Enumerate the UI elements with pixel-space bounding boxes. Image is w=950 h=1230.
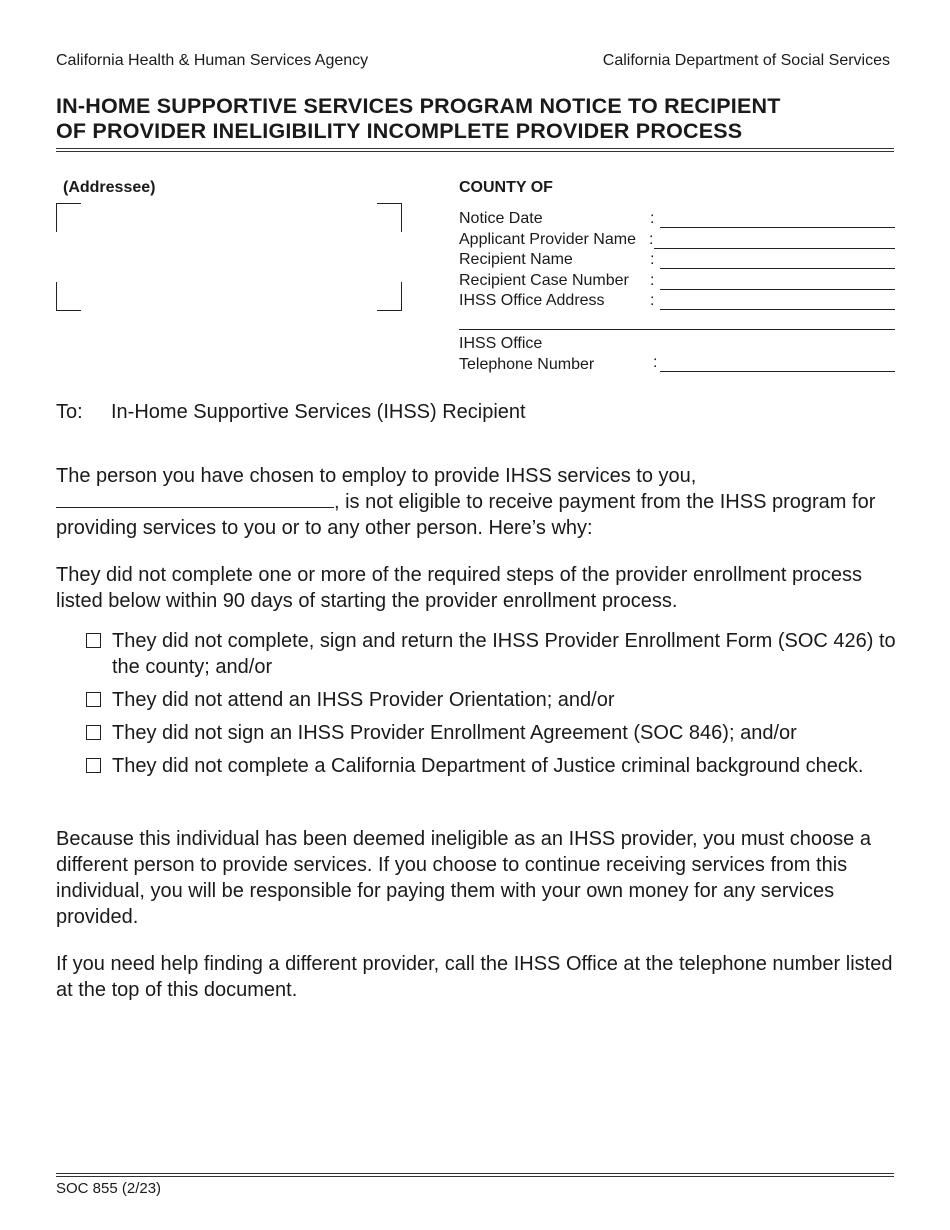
addressee-label: (Addressee) [63, 179, 156, 196]
address-window-corner-bottom-left [56, 282, 81, 311]
ihss-office-telephone-input[interactable] [660, 371, 895, 372]
county-label: COUNTY OF [459, 179, 553, 196]
paragraph-text: The person you have chosen to employ to provide IHSS services to you, [56, 465, 697, 487]
office-label: IHSS Office [459, 335, 543, 352]
paragraph-text: , is not eligible to receive payment from the IHSS program for providing services to you or to any other person. Here’s why: [56, 491, 876, 539]
field-colon: : [653, 354, 658, 371]
field-applicant-provider-name [459, 231, 895, 252]
recipient-case-number-input[interactable] [660, 289, 895, 290]
ihss-office-telephone-label [459, 333, 594, 375]
provider-name-blank[interactable] [56, 492, 334, 508]
to-recipient: In-Home Supportive Services (IHSS) Recipient [111, 401, 526, 423]
field-recipient-name [459, 251, 895, 272]
to-label: To: [56, 401, 83, 423]
checklist-item [84, 720, 896, 746]
paragraph-help: If you need help finding a different provider, call the IHSS Office at the telephone number listed at the top of this document. [56, 953, 893, 1001]
field-colon: : [650, 271, 655, 289]
county-fields [459, 210, 895, 313]
checklist-text: They did not sign an IHSS Provider Enrollment Agreement (SOC 846); and/or [112, 722, 797, 744]
checklist-text: They did not complete a California Department of Justice criminal background check. [112, 755, 864, 777]
field-colon: : [650, 210, 655, 227]
checklist-item [84, 628, 896, 680]
checklist-item [84, 687, 896, 713]
footer-divider [56, 1173, 894, 1177]
recipient-name-input[interactable] [660, 268, 895, 269]
field-label: IHSS Office Address [459, 292, 605, 310]
field-label: Recipient Case Number [459, 271, 629, 289]
address-window-corner-bottom-right [377, 282, 402, 311]
checkbox[interactable] [86, 692, 101, 707]
telephone-label: Telephone Number [459, 356, 595, 373]
agency-right: California Department of Social Services [602, 52, 890, 69]
field-colon: : [650, 292, 655, 310]
notice-date-input[interactable] [660, 227, 895, 228]
field-ihss-office-address [459, 292, 895, 313]
field-label: Notice Date [459, 210, 543, 227]
title-line-1: IN-HOME SUPPORTIVE SERVICES PROGRAM NOTICE TO RECIPIENT [56, 94, 781, 118]
checklist-item [84, 753, 896, 779]
page-title [56, 94, 896, 144]
title-divider [56, 148, 894, 152]
checklist-text: They did not attend an IHSS Provider Orientation; and/or [112, 689, 615, 711]
field-colon: : [650, 251, 655, 269]
address-window-corner-top-right [377, 203, 402, 232]
field-colon: : [649, 230, 654, 248]
field-notice-date [459, 210, 895, 231]
ihss-office-address-line-2[interactable] [459, 329, 895, 330]
field-recipient-case-number [459, 272, 895, 293]
paragraph-reason: They did not complete one or more of the required steps of the provider enrollment process listed below within 90 days of starting the provider enrollment process. [56, 564, 862, 612]
checkbox[interactable] [86, 758, 101, 773]
applicant-provider-name-input[interactable] [654, 248, 895, 249]
checkbox[interactable] [86, 725, 101, 740]
field-label: Applicant Provider Name [459, 230, 636, 248]
reason-checklist [84, 628, 896, 786]
agency-left: California Health & Human Services Agency [56, 52, 369, 69]
paragraph-provider-ineligible [56, 463, 896, 541]
address-window-corner-top-left [56, 203, 81, 232]
paragraph-consequence: Because this individual has been deemed ineligible as an IHSS provider, you must choose a different person to provide services. If you choose to continue receiving services from this individual, you will be responsible for paying them with your own money for any services provided. [56, 828, 871, 928]
checklist-text: They did not complete, sign and return the IHSS Provider Enrollment Form (SOC 426) to the county; and/or [112, 630, 896, 678]
ihss-office-address-input[interactable] [660, 309, 895, 310]
title-line-2: OF PROVIDER INELIGIBILITY INCOMPLETE PROVIDER PROCESS [56, 119, 743, 143]
field-label: Recipient Name [459, 251, 573, 269]
checkbox[interactable] [86, 633, 101, 648]
form-id: SOC 855 (2/23) [56, 1180, 162, 1197]
